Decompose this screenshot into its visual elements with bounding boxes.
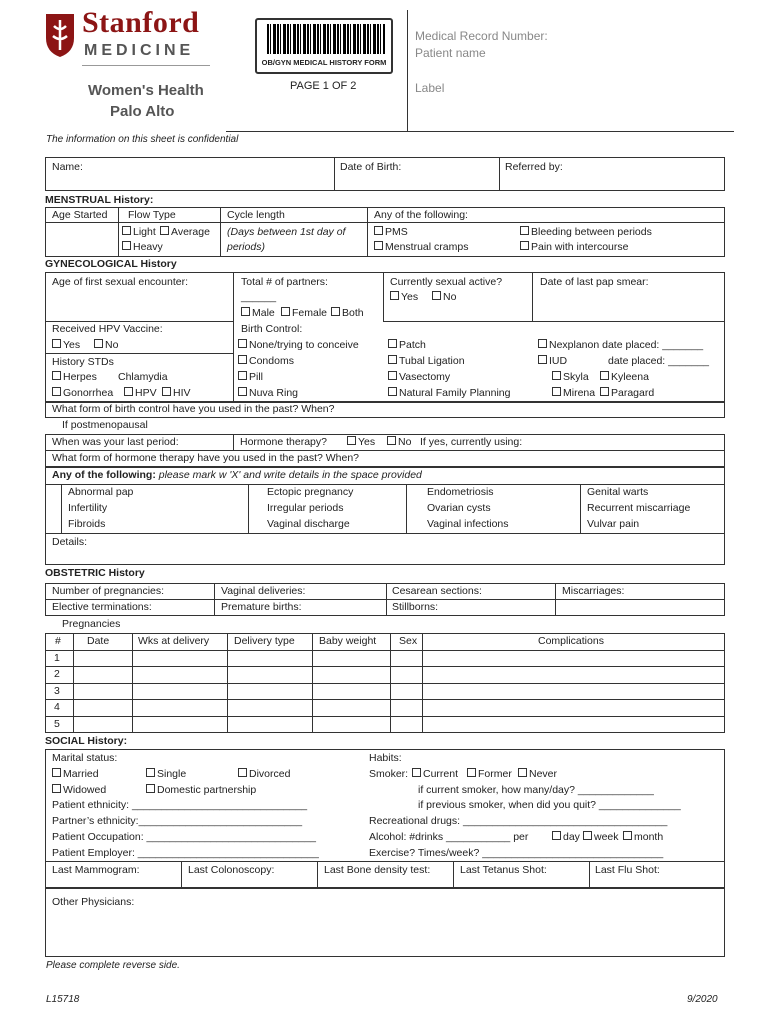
former-checkbox[interactable]: Former xyxy=(467,768,512,780)
conditions-divider xyxy=(580,484,581,533)
how-many-per-day[interactable]: if current smoker, how many/day? _____________ xyxy=(418,784,654,796)
conditions-divider xyxy=(61,484,62,533)
paragard-checkbox[interactable]: Paragard xyxy=(600,387,654,399)
currently-active: Currently sexual active? xyxy=(390,276,503,288)
last-pap[interactable]: Date of last pap smear: xyxy=(540,276,649,288)
table-header-cell: Complications xyxy=(538,635,604,647)
flow-type-label: Flow Type xyxy=(128,209,176,221)
premature-births[interactable]: Premature births: xyxy=(221,601,302,613)
nexplanon-checkbox[interactable]: Nexplanon date placed: _______ xyxy=(538,339,703,351)
table-row-number: 4 xyxy=(54,701,60,714)
barcode-bars xyxy=(267,24,385,54)
patient-occupation[interactable]: Patient Occupation: _____________________________ xyxy=(52,831,316,843)
table-header-cell: Date xyxy=(87,635,110,647)
complete-reverse-note: Please complete reverse side. xyxy=(46,960,180,971)
hiv-checkbox[interactable]: HIV xyxy=(162,387,191,399)
when-quit[interactable]: if previous smoker, when did you quit? ______________ xyxy=(418,799,681,811)
history-stds: History STDs xyxy=(52,356,114,368)
conditions-divider xyxy=(248,484,249,533)
total-partners[interactable]: Total # of partners: xyxy=(241,276,328,288)
pregnancies-label: Pregnancies xyxy=(62,618,121,630)
tubal-checkbox[interactable]: Tubal Ligation xyxy=(388,355,465,367)
conditions-box xyxy=(45,467,725,565)
flow-light-checkbox[interactable]: Light xyxy=(122,226,156,238)
table-header-cell: Delivery type xyxy=(234,635,295,647)
hormone-yes-checkbox[interactable]: Yes xyxy=(347,436,375,448)
barcode-label: OB/GYN MEDICAL HISTORY FORM xyxy=(261,58,387,67)
vasectomy-checkbox[interactable]: Vasectomy xyxy=(388,371,450,383)
conditions-divider xyxy=(406,484,407,533)
table-row-divider xyxy=(45,699,725,700)
patient-name-label: Patient name xyxy=(415,46,486,60)
menstrual-title: MENSTRUAL History: xyxy=(45,194,154,206)
hpv-checkbox[interactable]: HPV xyxy=(124,387,157,399)
past-bc-question[interactable]: What form of birth control have you used in the past? When? xyxy=(52,403,335,415)
condition-item[interactable]: Vaginal infections xyxy=(427,518,509,530)
stanford-logo xyxy=(44,6,214,80)
single-checkbox[interactable]: Single xyxy=(146,768,186,780)
barcode xyxy=(255,18,393,74)
table-row-divider xyxy=(45,716,725,717)
widowed-checkbox[interactable]: Widowed xyxy=(52,784,106,796)
hormone-no-checkbox[interactable]: No xyxy=(387,436,411,448)
cycle-note-2: periods) xyxy=(227,241,265,253)
stanford-shield-icon xyxy=(44,12,76,58)
name-field[interactable]: Name: xyxy=(52,161,83,173)
condition-item[interactable]: Vaginal discharge xyxy=(267,518,350,530)
divorced-checkbox[interactable]: Divorced xyxy=(238,768,290,780)
flow-heavy-checkbox[interactable]: Heavy xyxy=(122,241,163,253)
table-row-number: 1 xyxy=(54,651,60,664)
domestic-checkbox[interactable]: Domestic partnership xyxy=(146,784,256,796)
other-physicians-box xyxy=(45,888,725,957)
marital-label: Marital status: xyxy=(52,752,118,764)
patient-employer[interactable]: Patient Employer: _______________________________ xyxy=(52,847,319,859)
clinic-name-line2: Palo Alto xyxy=(110,103,175,120)
partners-blank: ______ xyxy=(241,291,277,303)
last-tetanus[interactable]: Last Tetanus Shot: xyxy=(460,864,547,876)
table-header-cell: Wks at delivery xyxy=(138,635,210,647)
stillborns[interactable]: Stillborns: xyxy=(392,601,439,613)
table-header-cell: Baby weight xyxy=(319,635,377,647)
cesarean-sections[interactable]: Cesarean sections: xyxy=(392,585,482,597)
confidential-note: The information on this sheet is confidential xyxy=(46,134,239,145)
recreational-drugs[interactable]: Recreational drugs: ___________________________________ xyxy=(369,815,668,827)
skyla-checkbox[interactable]: Skyla xyxy=(552,371,589,383)
condition-item[interactable]: Irregular periods xyxy=(267,502,344,514)
logo-medicine: MEDICINE xyxy=(84,42,195,59)
dob-field[interactable]: Date of Birth: xyxy=(340,161,402,173)
chlamydia-label[interactable]: Chlamydia xyxy=(118,371,168,383)
pill-checkbox[interactable]: Pill xyxy=(238,371,263,383)
gyn-title: GYNECOLOGICAL History xyxy=(45,258,177,270)
social-title: SOCIAL History: xyxy=(45,735,128,747)
exercise[interactable]: Exercise? Times/week? _______________________________ xyxy=(369,847,664,859)
female-checkbox[interactable]: Female xyxy=(281,307,327,319)
condition-item[interactable]: Fibroids xyxy=(68,518,106,530)
condition-item[interactable]: Ovarian cysts xyxy=(427,502,491,514)
last-bone-density[interactable]: Last Bone density test: xyxy=(324,864,431,876)
kyleena-checkbox[interactable]: Kyleena xyxy=(600,371,649,383)
smoker-label: Smoker: xyxy=(369,768,409,780)
any-following-label: Any of the following: xyxy=(374,209,468,221)
table-row-divider xyxy=(45,683,725,684)
vaginal-deliveries[interactable]: Vaginal deliveries: xyxy=(221,585,306,597)
condition-item[interactable]: Infertility xyxy=(68,502,108,514)
birth-control-label: Birth Control: xyxy=(241,323,303,335)
bleeding-checkbox[interactable]: Bleeding between periods xyxy=(520,226,652,238)
last-colonoscopy[interactable]: Last Colonoscopy: xyxy=(188,864,275,876)
condition-item[interactable]: Endometriosis xyxy=(427,486,494,498)
married-checkbox[interactable]: Married xyxy=(52,768,99,780)
flow-average-checkbox[interactable]: Average xyxy=(160,226,210,238)
other-physicians[interactable]: Other Physicians: xyxy=(52,896,135,908)
last-mammogram[interactable]: Last Mammogram: xyxy=(52,864,140,876)
table-header-cell: # xyxy=(55,635,61,647)
table-row-divider xyxy=(45,666,725,667)
age-first-encounter[interactable]: Age of first sexual encounter: xyxy=(52,276,188,288)
table-row-number: 5 xyxy=(54,718,60,730)
nuva-checkbox[interactable]: Nuva Ring xyxy=(238,387,298,399)
condition-item[interactable]: Genital warts xyxy=(587,486,649,498)
postmenopausal-label: If postmenopausal xyxy=(62,419,148,431)
table-row-number: 3 xyxy=(54,684,60,697)
patch-checkbox[interactable]: Patch xyxy=(388,339,426,351)
table-row-divider xyxy=(45,650,725,651)
herpes-checkbox[interactable]: Herpes xyxy=(52,371,97,383)
active-no-checkbox[interactable]: No xyxy=(432,291,456,303)
none-trying-checkbox[interactable]: None/trying to conceive xyxy=(238,339,359,351)
active-yes-checkbox[interactable]: Yes xyxy=(390,291,418,303)
gonorrhea-checkbox[interactable]: Gonorrhea xyxy=(52,387,113,399)
alcohol-week-checkbox[interactable]: week xyxy=(583,831,619,843)
alcohol-month-checkbox[interactable]: month xyxy=(623,831,663,843)
page-label: PAGE 1 OF 2 xyxy=(290,80,357,92)
last-flu-shot[interactable]: Last Flu Shot: xyxy=(595,864,660,876)
partner-ethnicity[interactable]: Partner’s ethnicity:____________________________ xyxy=(52,815,303,827)
miscarriages[interactable]: Miscarriages: xyxy=(562,585,625,597)
mrn-label: Medical Record Number: xyxy=(415,29,548,43)
elective-terminations[interactable]: Elective terminations: xyxy=(52,601,152,613)
hpv-no-checkbox[interactable]: No xyxy=(94,339,118,351)
current-checkbox[interactable]: Current xyxy=(412,768,458,780)
form-code: L15718 xyxy=(46,994,80,1005)
iud-date[interactable]: date placed: _______ xyxy=(608,355,710,367)
hormone-if-yes[interactable]: If yes, currently using: xyxy=(420,436,523,448)
details-field[interactable]: Details: xyxy=(52,536,88,548)
last-period[interactable]: When was your last period: xyxy=(52,436,179,448)
logo-stanford: Stanford xyxy=(82,6,200,39)
table-row-number: 2 xyxy=(54,668,60,681)
num-pregnancies[interactable]: Number of pregnancies: xyxy=(52,585,165,597)
condoms-checkbox[interactable]: Condoms xyxy=(238,355,294,367)
ob-title: OBSTETRIC History xyxy=(45,567,145,579)
male-checkbox[interactable]: Male xyxy=(241,307,275,319)
cycle-length-label[interactable]: Cycle length xyxy=(227,209,285,221)
form-date: 9/2020 xyxy=(687,994,718,1005)
label-label: Label xyxy=(415,81,445,95)
referred-field[interactable]: Referred by: xyxy=(505,161,563,173)
mirena-checkbox[interactable]: Mirena xyxy=(552,387,595,399)
alcohol-day-checkbox[interactable]: day xyxy=(552,831,580,843)
pms-checkbox[interactable]: PMS xyxy=(374,226,408,238)
cramps-checkbox[interactable]: Menstrual cramps xyxy=(374,241,468,253)
both-checkbox[interactable]: Both xyxy=(331,307,364,319)
condition-item[interactable]: Abnormal pap xyxy=(68,486,134,498)
hormone-question: Hormone therapy? xyxy=(240,436,327,448)
hormone-past[interactable]: What form of hormone therapy have you used in the past? When? xyxy=(52,452,360,464)
alcohol-drinks[interactable]: Alcohol: #drinks ___________ per xyxy=(369,831,529,843)
pain-checkbox[interactable]: Pain with intercourse xyxy=(520,241,628,253)
condition-item[interactable]: Ectopic pregnancy xyxy=(267,486,354,498)
table-header-cell: Sex xyxy=(399,635,418,647)
age-started[interactable]: Age Started xyxy=(52,209,108,221)
any-following-heading: Any of the following: please mark w 'X' and write details in the space provided xyxy=(52,469,422,481)
patient-ethnicity[interactable]: Patient ethnicity: ______________________________ xyxy=(52,799,308,811)
nfp-checkbox[interactable]: Natural Family Planning xyxy=(388,387,510,399)
cycle-note-1: (Days between 1st day of xyxy=(227,226,346,238)
iud-checkbox[interactable]: IUD xyxy=(538,355,567,367)
never-checkbox[interactable]: Never xyxy=(518,768,557,780)
hpv-vaccine: Received HPV Vaccine: xyxy=(52,323,163,335)
clinic-name-line1: Women's Health xyxy=(88,82,204,99)
hpv-yes-checkbox[interactable]: Yes xyxy=(52,339,80,351)
condition-item[interactable]: Recurrent miscarriage xyxy=(587,502,691,514)
habits-label: Habits: xyxy=(369,752,402,764)
condition-item[interactable]: Vulvar pain xyxy=(587,518,640,530)
